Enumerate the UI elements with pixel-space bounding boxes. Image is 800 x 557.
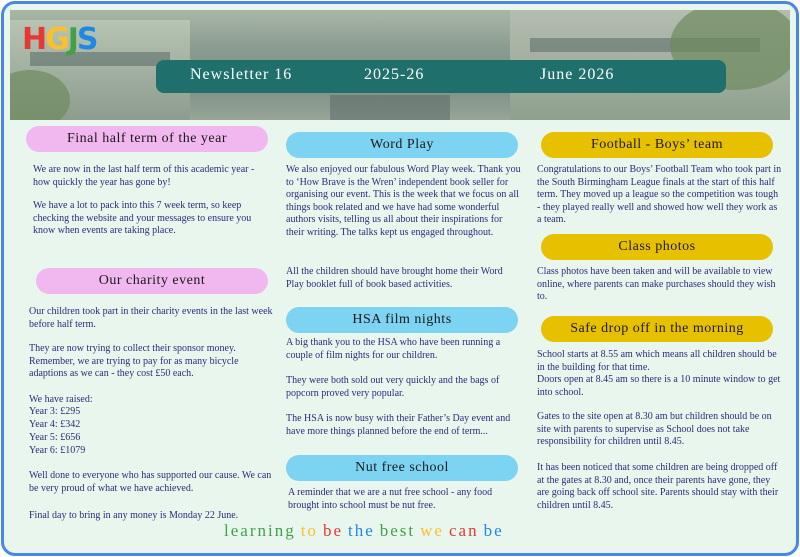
final-half-term-text-1: We are now in the last half term of this academic year - how quickly the year has gone by! xyxy=(33,164,255,188)
motto-word: the xyxy=(347,521,375,540)
class-photos-text: Class photos have been taken and will be available to view online, where parents can make purchases should they wish to. xyxy=(537,266,776,302)
motto-word: be xyxy=(322,521,343,540)
hsa-text-2: They were both sold out very quickly and the bags of popcorn proved very popular. xyxy=(286,375,500,399)
heading-hsa-film-nights: HSA film nights xyxy=(286,307,518,333)
motto-word: best xyxy=(379,521,416,540)
motto-word: to xyxy=(300,521,318,540)
motto-word: we xyxy=(420,521,444,540)
heading-nut-free: Nut free school xyxy=(286,455,518,481)
drop-off-text-2: Gates to the site open at 8.30 am but children should be on site with parents to supervise as School does not take responsibility for children until 8.45. xyxy=(537,411,772,447)
final-half-term-text-2: We have a lot to pack into this 7 week term, so keep checking the website and your messages to ensure you know when events are taking place. xyxy=(33,200,252,236)
raised-year-3: Year 3: £295 xyxy=(29,406,81,417)
charity-text-3: Well done to everyone who has supported our cause. We can be very proud of what we have achieved. xyxy=(29,470,272,494)
word-play-text-2: All the children should have brought home their Word Play booklet full of book based activities. xyxy=(286,266,503,290)
issue-month: June 2026 xyxy=(540,66,615,83)
heading-word-play: Word Play xyxy=(286,132,518,158)
raised-year-6: Year 6: £1079 xyxy=(29,445,86,456)
motto-word: learning xyxy=(224,521,296,540)
academic-year: 2025-26 xyxy=(364,66,425,83)
newsletter-page xyxy=(1,1,799,556)
heading-charity-event: Our charity event xyxy=(36,268,268,294)
word-play-text-1: We also enjoyed our fabulous Word Play week. Thank you to ‘How Brave is the Wren’ independent book seller for organising our event. This is the week that we focus on all things book related and we have had some wonderful authors visits, telling us all about their inspirations for their writing. The talks kept us engaged throughout. xyxy=(286,164,521,238)
heading-safe-drop-off: Safe drop off in the morning xyxy=(541,316,773,342)
raised-year-4: Year 4: £342 xyxy=(29,419,81,430)
charity-deadline: Final day to bring in any money is Monday 22 June. xyxy=(29,510,239,521)
football-text: Congratulations to our Boys’ Football Team who took part in the South Birmingham League finals at the start of this half term. They moved up a league so the competition was tough - they played really well and showed how well they work as a team. xyxy=(537,164,782,225)
raised-year-5: Year 5: £656 xyxy=(29,432,81,443)
newsletter-number: Newsletter 16 xyxy=(190,66,293,83)
heading-final-half-term: Final half term of the year xyxy=(26,126,268,152)
school-logo: HGJS xyxy=(22,22,97,57)
title-banner xyxy=(156,60,726,93)
motto-word: can xyxy=(448,521,479,540)
hsa-text-3: The HSA is now busy with their Father’s Day event and have more things planned before the end of term... xyxy=(286,413,511,437)
raised-label: We have raised: xyxy=(29,394,93,405)
school-motto xyxy=(224,521,509,541)
drop-off-text-3: It has been noticed that some children are being dropped off at the gates at 8.30 and, once their parents have gone, they are going back off school site. Parents should stay with their children until 8.45. xyxy=(537,462,779,511)
header-photo xyxy=(10,10,790,120)
entrance-door xyxy=(330,95,450,120)
charity-text-1: Our children took part in their charity events in the last week before half term. xyxy=(29,306,273,330)
hsa-text-1: A big thank you to the HSA who have been running a couple of film nights for our children. xyxy=(286,337,501,361)
heading-class-photos: Class photos xyxy=(541,234,773,260)
motto-word: be xyxy=(483,521,504,540)
heading-football: Football - Boys’ team xyxy=(541,132,773,158)
nut-free-text: A reminder that we are a nut free school - any food brought into school must be nut free. xyxy=(288,487,493,511)
drop-off-text-1: School starts at 8.55 am which means all children should be in the building for that time. Doors open at 8.45 am so there is a 10 minute window to get into school. xyxy=(537,349,781,398)
charity-text-2: They are now trying to collect their sponsor money. Remember, we are trying to pay for as many bicycle adaptions as we can - they cost £50 each. xyxy=(29,343,239,379)
